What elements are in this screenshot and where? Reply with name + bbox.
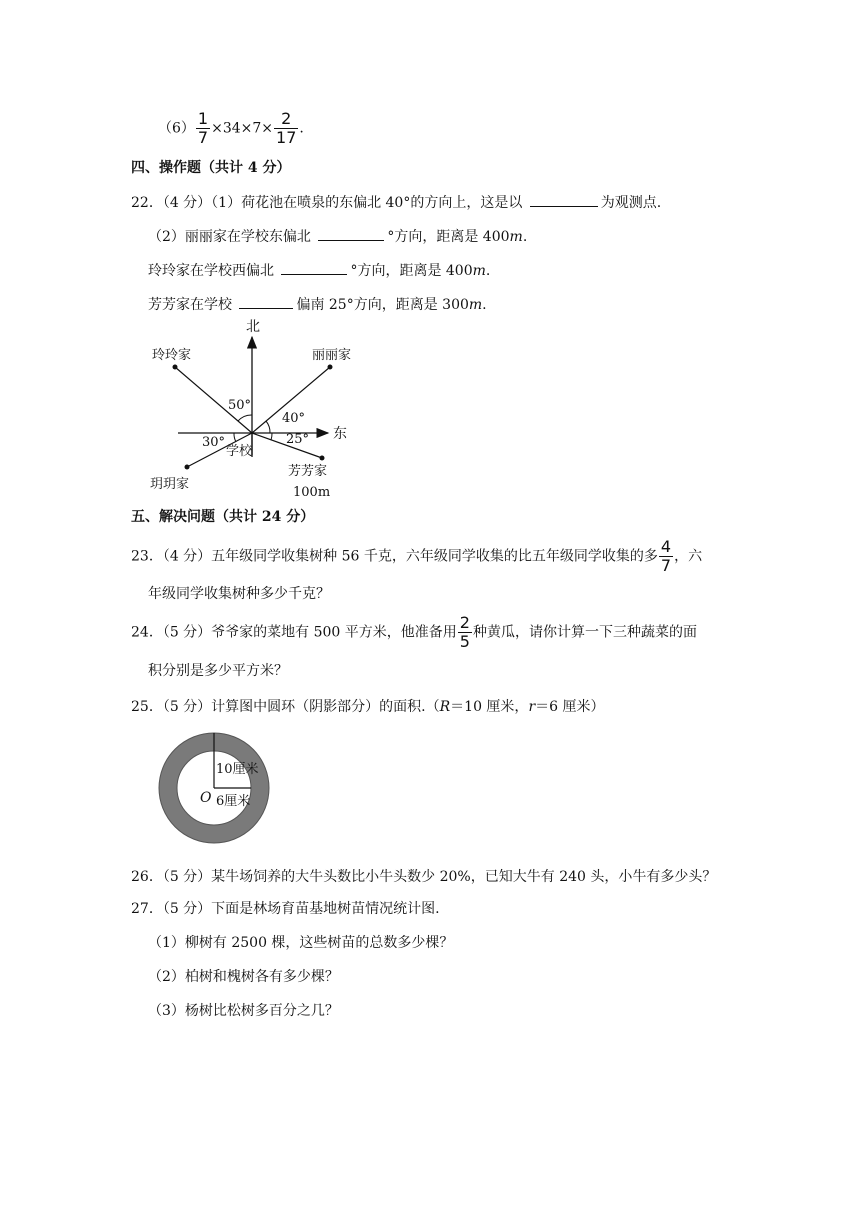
q22-part1: 22．（4 分）（1）荷花池在喷泉的东偏北 40°的方向上，这是以 为观测点. (131, 192, 661, 213)
angle-25-label: 25° (286, 432, 310, 447)
fangfang-label: 芳芳家 (288, 464, 328, 479)
scale-label: 100m (293, 485, 331, 500)
q23-line1: 23．（4 分）五年级同学收集树种 56 千克，六年级同学收集的比五年级同学收集的多 $\frac{4}{7}$ ，六 (131, 537, 703, 575)
fraction-1-7: $\frac{1}{7}$ (197, 109, 209, 147)
q24-line1: 24．（5 分）爷爷家的菜地有 500 平方米，他准备用 $\frac{2}{5}$ 种黄瓜，请你计算一下三种蔬菜的面 (131, 613, 697, 651)
lingling-label: 玲玲家 (152, 348, 192, 363)
q27-sub1: （1）柳树有 2500 棵，这些树苗的总数多少棵？ (148, 935, 454, 951)
section-4-title: 四、操作题（共计 4 分） (131, 160, 291, 176)
q27-sub2: （2）柏树和槐树各有多少棵？ (148, 969, 339, 985)
q26-text: 26．（5 分）某牛场饲养的大牛头数比小牛头数少 20%，已知大牛有 240 头，小牛有多少头？ (131, 869, 717, 885)
outer-radius-label: 10厘米 (216, 762, 259, 777)
q27-sub3: （3）杨树比松树多百分之几？ (148, 1003, 339, 1019)
school-label: 学校 (226, 444, 253, 459)
section-5-title: 五、解决问题（共计 24 分） (131, 509, 315, 525)
fraction-4-7: $\frac{4}{7}$ (660, 537, 672, 575)
q21-part6: （6） $\frac{1}{7}$ ×34×7× $\frac{2}{17}$ . (158, 109, 304, 147)
answer-blank[interactable] (318, 226, 384, 241)
answer-blank[interactable] (281, 260, 347, 275)
q22-part3: 玲玲家在学校西偏北 °方向，距离是 400m. (148, 260, 490, 281)
angle-50-label: 50° (228, 398, 252, 413)
lili-label: 丽丽家 (312, 348, 352, 363)
yueyue-label: 玥玥家 (150, 477, 190, 492)
direction-diagram (140, 315, 370, 500)
q21-part6-label: （6） (158, 120, 195, 137)
q21-part6-mid: ×34×7× (211, 120, 274, 137)
fraction-2-5: $\frac{2}{5}$ (459, 613, 470, 651)
east-label: 东 (333, 426, 347, 442)
answer-blank[interactable] (239, 294, 293, 309)
ring-diagram (148, 726, 283, 851)
fraction-2-17: $\frac{2}{17}$ (276, 109, 297, 147)
answer-blank[interactable] (530, 192, 598, 207)
q23-line2: 年级同学收集树种多少千克？ (148, 586, 330, 602)
angle-30-label: 30° (202, 435, 226, 450)
angle-40-label: 40° (282, 411, 306, 426)
q27-intro: 27．（5 分）下面是林场育苗基地树苗情况统计图. (131, 901, 440, 917)
center-label: O (200, 790, 212, 806)
q25-text: 25．（5 分）计算图中圆环（阴影部分）的面积.（R＝10 厘米，r＝6 厘米） (131, 699, 605, 715)
north-label: 北 (246, 319, 260, 335)
q22-part2: （2）丽丽家在学校东偏北 °方向，距离是 400m. (148, 226, 527, 247)
q24-line2: 积分别是多少平方米？ (148, 663, 288, 679)
q22-part4: 芳芳家在学校 偏南 25°方向，距离是 300m. (148, 294, 487, 315)
inner-radius-label: 6厘米 (216, 794, 251, 809)
